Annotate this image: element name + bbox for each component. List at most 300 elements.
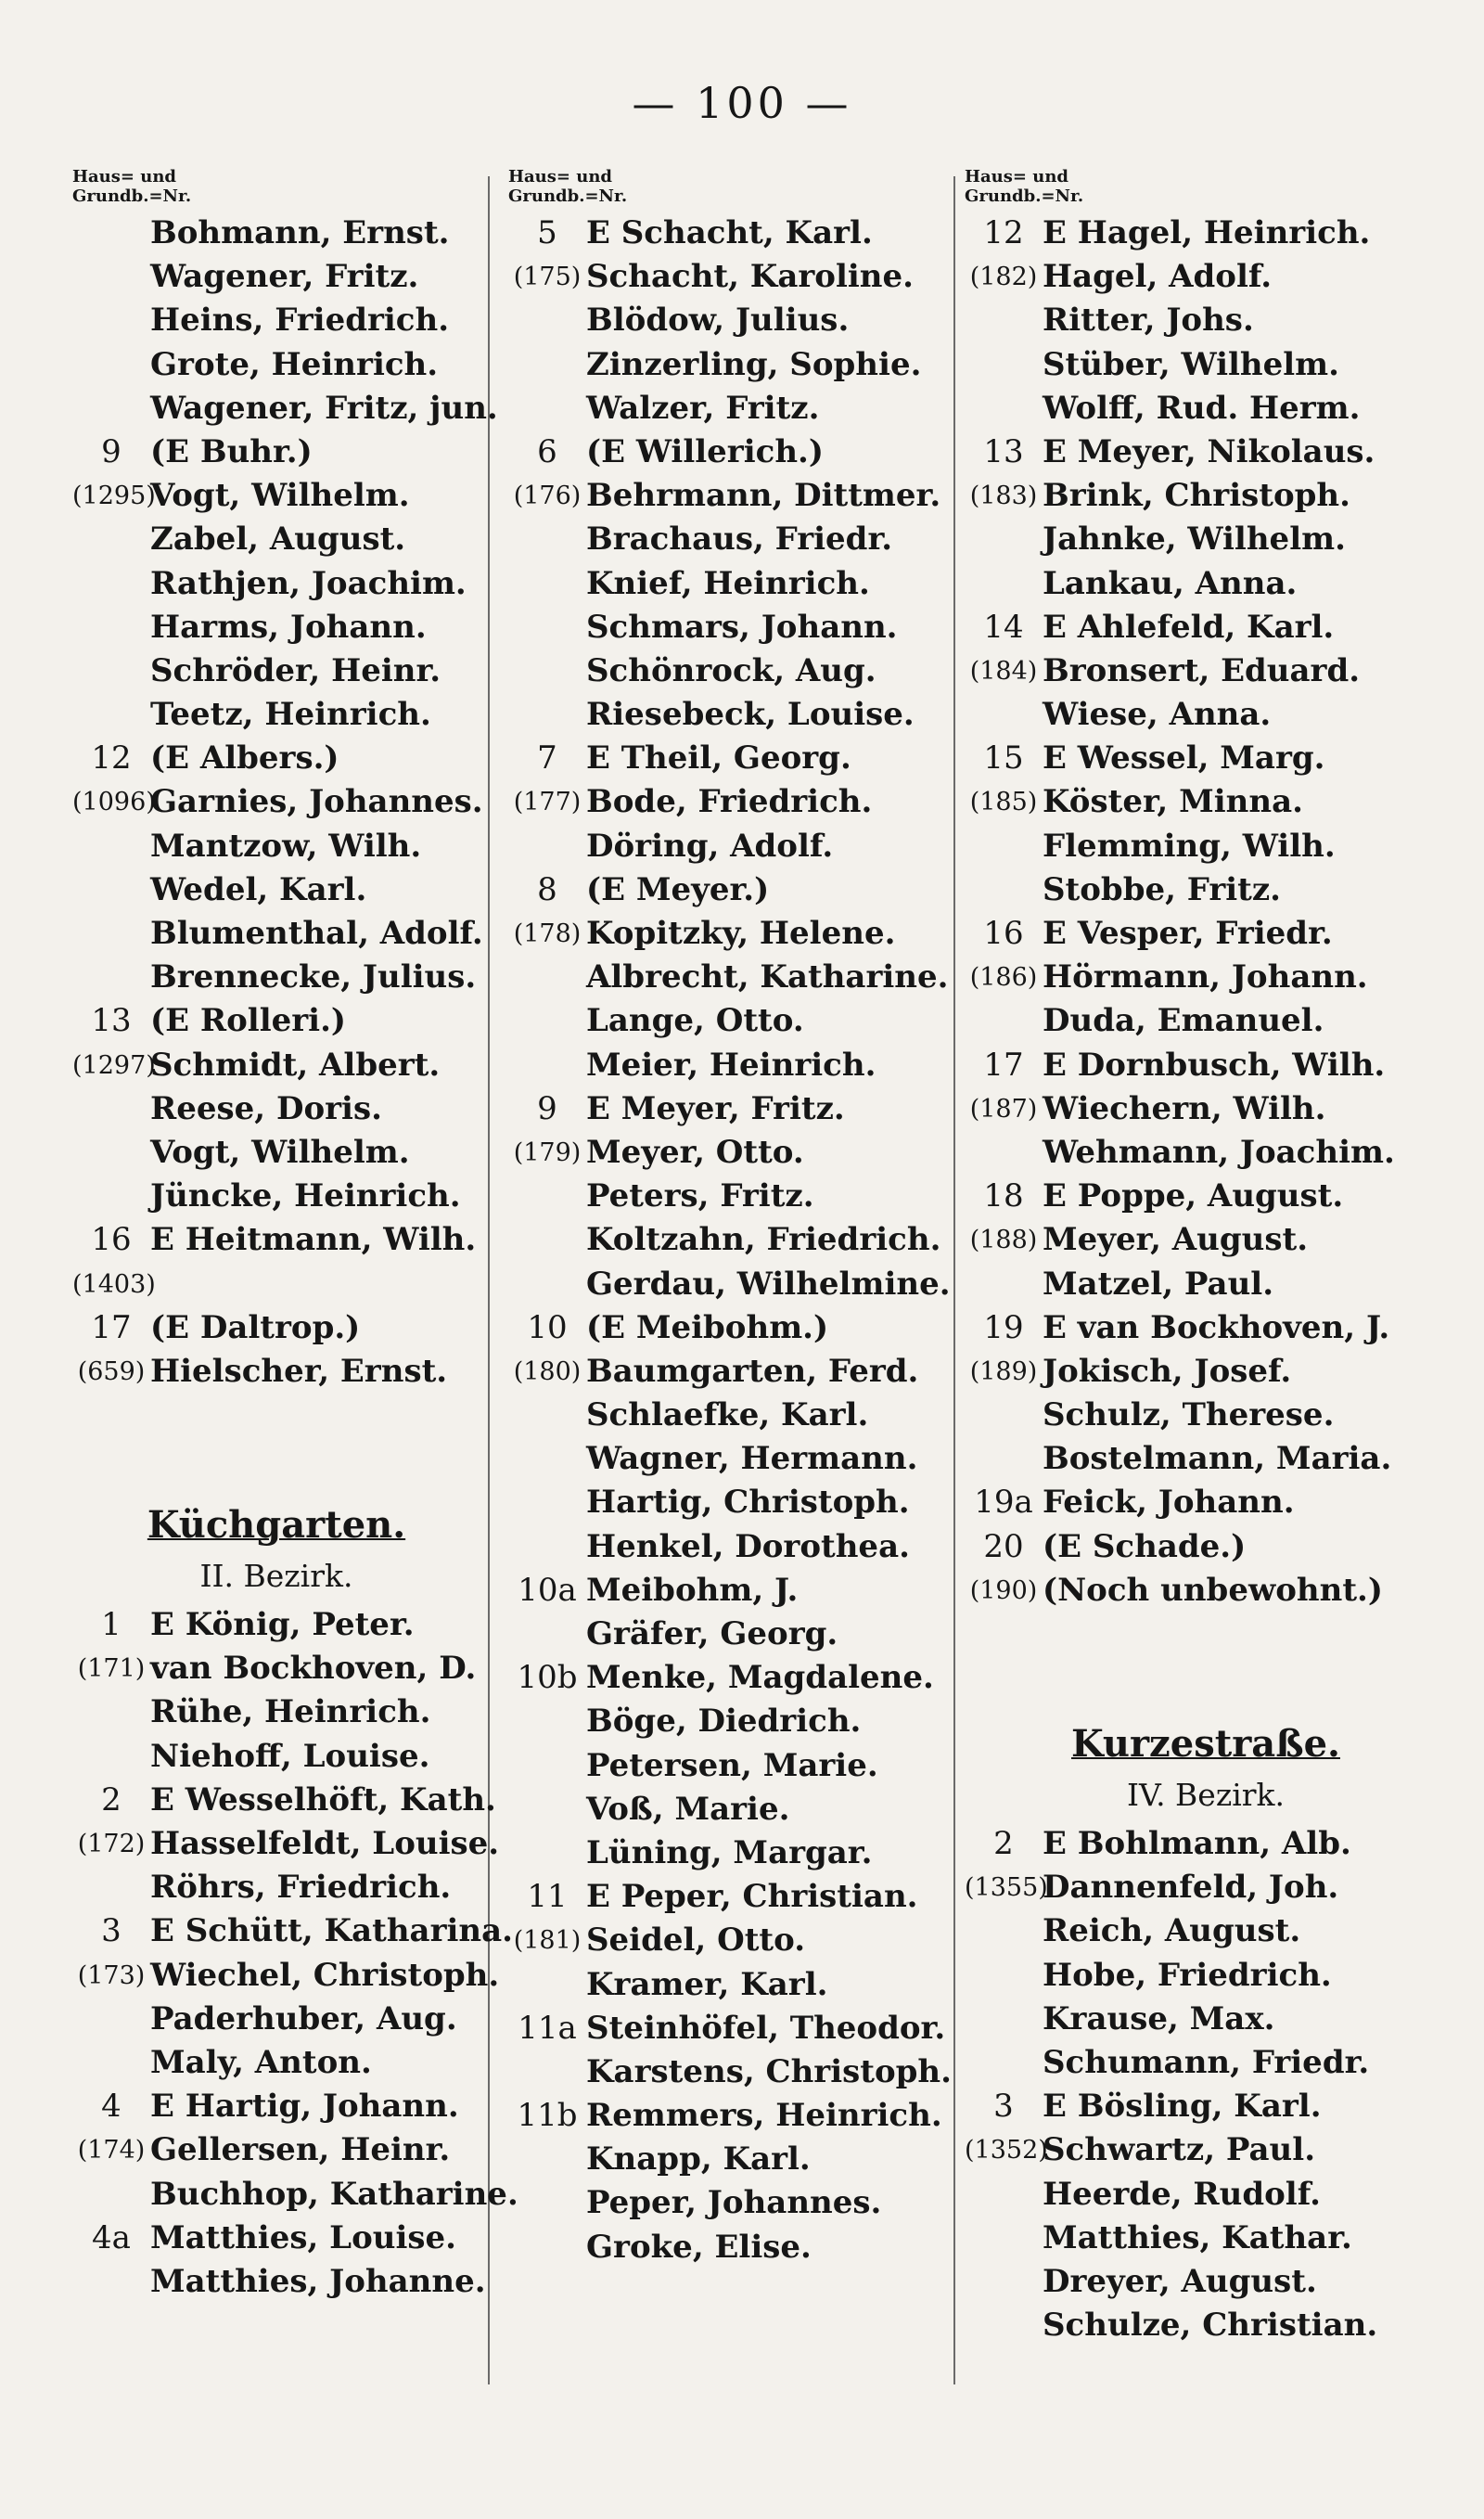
- address-entry: [508, 474, 944, 518]
- address-entry: [72, 912, 483, 956]
- resident-name: Voß, Marie.: [586, 1790, 790, 1828]
- resident-name: Köster, Minna.: [1043, 783, 1303, 821]
- resident-name: Schacht, Karoline.: [586, 258, 914, 296]
- resident-name: E Poppe, August.: [1043, 1177, 1344, 1215]
- resident-name: Grote, Heinrich.: [150, 345, 439, 383]
- address-entry: [72, 212, 480, 255]
- house-number: [508, 299, 586, 342]
- resident-name: E Vesper, Friedr.: [1043, 915, 1333, 952]
- resident-name: Blödow, Julius.: [586, 302, 850, 340]
- resident-name: Meyer, August.: [1043, 1221, 1309, 1259]
- resident-name: Jokisch, Josef.: [1043, 1352, 1292, 1390]
- address-entry: [508, 1087, 944, 1131]
- house-number: [72, 1087, 150, 1131]
- house-number: [508, 343, 586, 387]
- house-number: [508, 1175, 586, 1218]
- resident-name: Peper, Johannes.: [586, 2184, 882, 2222]
- address-entry: [508, 343, 944, 387]
- house-number: [508, 1044, 586, 1087]
- column-left: [72, 167, 518, 2304]
- resident-name: Meibohm, J.: [586, 1571, 799, 1609]
- address-entry: [508, 1831, 944, 1875]
- house-number: 16: [91, 1221, 132, 1259]
- address-entry: [508, 1350, 944, 1394]
- address-entry: [508, 649, 944, 693]
- house-number: [965, 2217, 1043, 2260]
- resident-name: E König, Peter.: [150, 1606, 415, 1644]
- resident-name: Bostelmann, Maria.: [1043, 1440, 1392, 1478]
- resident-name: Kramer, Karl.: [586, 1965, 828, 2003]
- resident-name: Buchhop, Katharine.: [150, 2175, 518, 2213]
- house-number: [965, 2173, 1043, 2217]
- resident-name: E Wessel, Marg.: [1043, 739, 1325, 778]
- resident-name: Lankau, Anna.: [1043, 564, 1298, 602]
- district-label: IV. Bezirk.: [1126, 1777, 1286, 1813]
- address-entry: [72, 1218, 480, 1262]
- resident-name: Schlaefke, Karl.: [586, 1396, 869, 1434]
- address-entry: [508, 1963, 944, 2007]
- address-entry: [72, 518, 480, 561]
- house-number: 1: [101, 1606, 122, 1644]
- resident-name: E Wesselhöft, Kath.: [150, 1780, 496, 1819]
- resident-name: Schulze, Christian.: [1043, 2307, 1378, 2345]
- address-entry: [965, 474, 1447, 518]
- resident-name: E Ahlefeld, Karl.: [1043, 608, 1335, 646]
- address-entry: [965, 956, 1447, 999]
- resident-name: Menke, Magdalene.: [586, 1659, 934, 1697]
- address-entry: [508, 1263, 951, 1306]
- resident-name: E Peper, Christian.: [586, 1878, 918, 1916]
- address-entry: [965, 212, 1447, 255]
- address-entry: [72, 299, 480, 342]
- house-number: [72, 1998, 150, 2041]
- house-number: [508, 2050, 586, 2094]
- house-number: [965, 999, 1043, 1043]
- resident-name: Lange, Otto.: [586, 1002, 804, 1040]
- page-number: — 100 —: [632, 78, 852, 128]
- resident-name: Feick, Johann.: [1043, 1484, 1295, 1522]
- house-number: [72, 212, 150, 255]
- resident-name: Bohmann, Ernst.: [150, 214, 450, 251]
- resident-name: Albrecht, Katharine.: [586, 958, 949, 996]
- house-number: 9: [537, 1089, 557, 1127]
- address-entry: [72, 868, 480, 912]
- address-entry: [965, 868, 1447, 912]
- address-entry: [508, 912, 944, 956]
- house-number: [965, 1998, 1043, 2041]
- address-entry: [965, 255, 1447, 299]
- resident-name: Zinzerling, Sophie.: [586, 345, 922, 383]
- address-entry: [508, 387, 944, 431]
- address-entry: [508, 1131, 944, 1175]
- address-entry: [508, 1306, 944, 1350]
- resident-name: (E Schade.): [1043, 1527, 1247, 1565]
- resident-name: Karstens, Christoph.: [586, 2052, 952, 2090]
- house-number: [72, 2173, 150, 2217]
- address-entry: [508, 212, 944, 255]
- house-number: [72, 606, 150, 649]
- house-number: (181): [513, 1926, 582, 1956]
- address-entry: [72, 780, 483, 824]
- address-entry: [508, 2138, 944, 2181]
- resident-name: Heerde, Rudolf.: [1043, 2175, 1321, 2213]
- resident-name: Hartig, Christoph.: [586, 1484, 910, 1522]
- address-entry: [72, 562, 480, 606]
- column-header: [72, 167, 480, 206]
- address-entry: [965, 780, 1447, 824]
- address-entry: [508, 299, 944, 342]
- resident-name: Stüber, Wilhelm.: [1043, 345, 1339, 383]
- house-number: 7: [537, 739, 557, 778]
- house-number: 19: [983, 1308, 1024, 1346]
- resident-name: Schulz, Therese.: [1043, 1396, 1335, 1434]
- house-number: [508, 2138, 586, 2181]
- address-entry: [508, 1656, 944, 1700]
- resident-name: Wiechern, Wilh.: [1043, 1089, 1326, 1127]
- resident-name: Henkel, Dorothea.: [586, 1527, 910, 1565]
- address-entry: [965, 1437, 1447, 1481]
- address-entry: [72, 1998, 480, 2041]
- resident-name: (E Albers.): [150, 739, 339, 778]
- house-number: [965, 825, 1043, 868]
- address-entry: [965, 2041, 1447, 2085]
- address-entry: [72, 387, 498, 431]
- house-number: [508, 693, 586, 737]
- address-entry: [965, 1306, 1447, 1350]
- address-entry: [508, 868, 944, 912]
- address-entry: [965, 1350, 1447, 1394]
- resident-name: Jahnke, Wilhelm.: [1043, 521, 1346, 559]
- address-entry: [508, 2226, 944, 2269]
- resident-name: Niehoff, Louise.: [150, 1737, 430, 1775]
- address-entry: [508, 1875, 944, 1919]
- resident-name: Hörmann, Johann.: [1043, 958, 1368, 996]
- resident-name: Behrmann, Dittmer.: [586, 477, 941, 515]
- resident-name: Matzel, Paul.: [1043, 1265, 1274, 1303]
- address-entry: [965, 387, 1447, 431]
- resident-name: Harms, Johann.: [150, 608, 427, 646]
- resident-name: Bronsert, Eduard.: [1043, 651, 1361, 689]
- resident-name: (E Rolleri.): [150, 1002, 346, 1040]
- house-number: [72, 649, 150, 693]
- address-entry: [965, 1954, 1447, 1998]
- house-number: (1295): [72, 482, 156, 511]
- house-number: [508, 1525, 586, 1569]
- resident-name: Brink, Christoph.: [1043, 477, 1350, 515]
- house-number: 9: [101, 432, 122, 470]
- resident-name: Matthies, Johanne.: [150, 2262, 486, 2300]
- resident-name: Brachaus, Friedr.: [586, 521, 893, 559]
- address-entry: [965, 606, 1447, 649]
- house-number: [508, 1700, 586, 1743]
- house-number: [72, 343, 150, 387]
- address-entry: [72, 1647, 480, 1690]
- house-number: [508, 1394, 586, 1437]
- house-number: (175): [513, 263, 582, 292]
- address-entry: [508, 1218, 944, 1262]
- address-entry: [508, 1437, 944, 1481]
- house-number: (1096): [72, 788, 156, 817]
- resident-name: Petersen, Marie.: [586, 1746, 878, 1784]
- street-heading: Küchgarten.: [147, 1503, 406, 1548]
- house-number: [72, 693, 150, 737]
- resident-name: Brennecke, Julius.: [150, 958, 477, 996]
- house-number: [508, 1481, 586, 1524]
- house-number: [72, 1131, 150, 1175]
- address-entry: [508, 255, 944, 299]
- house-number: 12: [983, 214, 1024, 251]
- address-entry: [72, 2173, 518, 2217]
- address-entry: [508, 780, 944, 824]
- house-number: [72, 299, 150, 342]
- resident-name: Döring, Adolf.: [586, 827, 834, 865]
- resident-name: Böge, Diedrich.: [586, 1703, 862, 1741]
- house-number: (183): [969, 482, 1038, 511]
- address-entry: [508, 1044, 944, 1087]
- column-header-line2: Grundb.=Nr.: [508, 186, 628, 206]
- house-number: 2: [993, 1825, 1014, 1862]
- house-number: 5: [537, 214, 557, 251]
- house-number: (1352): [965, 2136, 1048, 2166]
- address-entry: [508, 956, 949, 999]
- address-entry: [508, 1613, 944, 1656]
- resident-name: E Meyer, Nikolaus.: [1043, 432, 1375, 470]
- house-number: (173): [77, 1960, 146, 1990]
- address-entry: [508, 2094, 944, 2138]
- house-number: 11: [527, 1878, 568, 1916]
- resident-name: Reich, August.: [1043, 1912, 1301, 1950]
- house-number: [508, 649, 586, 693]
- address-entry: [965, 2128, 1447, 2172]
- house-number: 14: [983, 608, 1024, 646]
- entry-list: [965, 1822, 1447, 2347]
- address-entry: [508, 606, 944, 649]
- house-number: [508, 1831, 586, 1875]
- address-entry: [965, 562, 1447, 606]
- address-entry: [72, 2128, 480, 2172]
- house-number: [72, 1690, 150, 1734]
- address-entry: [508, 1175, 944, 1218]
- house-number: (171): [77, 1654, 146, 1684]
- resident-name: Meier, Heinrich.: [586, 1046, 876, 1084]
- resident-name: Kopitzky, Helene.: [586, 915, 896, 952]
- resident-name: (E Meibohm.): [586, 1308, 829, 1346]
- house-number: [508, 956, 586, 999]
- house-number: 8: [537, 870, 557, 908]
- entry-list: [965, 212, 1447, 1613]
- resident-name: Wolff, Rud. Herm.: [1043, 389, 1361, 427]
- address-entry: [72, 1735, 480, 1779]
- resident-name: Remmers, Heinrich.: [586, 2097, 942, 2135]
- house-number: [965, 2041, 1043, 2085]
- street-heading: Kurzestraße.: [1071, 1722, 1340, 1766]
- resident-name: Walzer, Fritz.: [586, 389, 820, 427]
- address-entry: [508, 2181, 944, 2225]
- address-entry: [508, 999, 944, 1043]
- column-divider-right: [953, 176, 955, 2384]
- resident-name: Rühe, Heinrich.: [150, 1693, 431, 1731]
- house-number: [965, 2304, 1043, 2347]
- resident-name: Jüncke, Heinrich.: [150, 1177, 461, 1215]
- address-entry: [965, 912, 1447, 956]
- house-number: (1355): [965, 1873, 1048, 1903]
- resident-name: Dannenfeld, Joh.: [1043, 1869, 1339, 1907]
- house-number: [508, 1613, 586, 1656]
- resident-name: Wiechel, Christoph.: [150, 1956, 500, 1994]
- resident-name: Duda, Emanuel.: [1043, 1002, 1324, 1040]
- resident-name: E Bohlmann, Alb.: [1043, 1825, 1351, 1862]
- resident-name: E Dornbusch, Wilh.: [1043, 1046, 1386, 1084]
- house-number: [72, 2041, 150, 2085]
- house-number: 2: [101, 1780, 122, 1819]
- resident-name: Schröder, Heinr.: [150, 651, 441, 689]
- address-entry: [72, 999, 480, 1043]
- column-header: [508, 167, 944, 206]
- resident-name: Vogt, Wilhelm.: [150, 477, 410, 515]
- address-entry: [72, 1603, 480, 1647]
- house-number: [72, 387, 150, 431]
- address-entry: [965, 1131, 1447, 1175]
- house-number: (187): [969, 1094, 1038, 1124]
- address-entry: [508, 693, 944, 737]
- resident-name: Schmidt, Albert.: [150, 1046, 441, 1084]
- address-entry: [508, 1700, 944, 1743]
- house-number: [965, 1909, 1043, 1953]
- address-entry: [508, 1788, 944, 1831]
- resident-name: E Heitmann, Wilh.: [150, 1221, 477, 1259]
- address-entry: [965, 2217, 1447, 2260]
- address-entry: [965, 1822, 1447, 1866]
- resident-name: (E Daltrop.): [150, 1308, 361, 1346]
- address-entry: [965, 2304, 1447, 2347]
- address-entry: [965, 1998, 1447, 2041]
- resident-name: Blumenthal, Adolf.: [150, 915, 483, 952]
- resident-name: Paderhuber, Aug.: [150, 1999, 457, 2037]
- address-entry: [508, 2007, 944, 2050]
- resident-name: E Theil, Georg.: [586, 739, 851, 778]
- resident-name: Wagner, Hermann.: [586, 1440, 918, 1478]
- house-number: [72, 1175, 150, 1218]
- resident-name: Koltzahn, Friedrich.: [586, 1221, 941, 1259]
- house-number: (190): [969, 1575, 1038, 1605]
- house-number: 16: [983, 915, 1024, 952]
- entry-list: [72, 212, 498, 1394]
- resident-name: E van Bockhoven, J.: [1043, 1308, 1390, 1346]
- resident-name: Matthies, Kathar.: [1043, 2218, 1352, 2256]
- house-number: [508, 1437, 586, 1481]
- resident-name: (E Meyer.): [586, 870, 770, 908]
- address-entry: [72, 2260, 486, 2304]
- house-number: [508, 518, 586, 561]
- house-number: [965, 1394, 1043, 1437]
- house-number: [508, 999, 586, 1043]
- resident-name: E Meyer, Fritz.: [586, 1089, 845, 1127]
- resident-name: Schönrock, Aug.: [586, 651, 876, 689]
- address-entry: [72, 1306, 480, 1350]
- address-entry: [72, 649, 480, 693]
- house-number: [508, 1788, 586, 1831]
- house-number: [72, 825, 150, 868]
- house-number: (178): [513, 919, 582, 948]
- house-number: 20: [983, 1527, 1024, 1565]
- house-number: 3: [101, 1912, 122, 1950]
- address-entry: [965, 2085, 1447, 2128]
- house-number: [508, 562, 586, 606]
- house-number: (179): [513, 1137, 582, 1167]
- address-entry: [72, 1087, 480, 1131]
- address-entry: [72, 737, 480, 780]
- address-entry: [965, 431, 1447, 474]
- resident-name: Wagener, Fritz.: [150, 258, 419, 296]
- resident-name: E Bösling, Karl.: [1043, 2088, 1322, 2126]
- resident-name: Gräfer, Georg.: [586, 1615, 838, 1652]
- address-entry: [965, 1525, 1447, 1569]
- column-header: [965, 167, 1447, 206]
- house-number: [965, 1263, 1043, 1306]
- house-number: 6: [537, 432, 557, 470]
- house-number: 3: [993, 2088, 1014, 2126]
- resident-name: Bode, Friedrich.: [586, 783, 873, 821]
- address-entry: [965, 1263, 1447, 1306]
- house-number: [508, 2226, 586, 2269]
- resident-name: (E Buhr.): [150, 432, 313, 470]
- resident-name: Matthies, Louise.: [150, 2218, 456, 2256]
- address-entry: [72, 474, 480, 518]
- house-number: [72, 518, 150, 561]
- address-entry: [72, 2085, 480, 2128]
- house-number: (172): [77, 1830, 146, 1858]
- resident-name: Baumgarten, Ferd.: [586, 1352, 919, 1390]
- house-number: (186): [969, 963, 1038, 993]
- address-entry: [72, 1131, 480, 1175]
- house-number: (1297): [72, 1050, 156, 1080]
- resident-name: Schmars, Johann.: [586, 608, 898, 646]
- resident-name: van Bockhoven, D.: [150, 1650, 477, 1688]
- address-entry: [965, 1087, 1447, 1131]
- house-number: 13: [91, 1002, 132, 1040]
- address-entry: [72, 1350, 480, 1394]
- resident-name: Steinhöfel, Theodor.: [586, 2009, 946, 2047]
- house-number: 11b: [517, 2097, 578, 2135]
- resident-name: Teetz, Heinrich.: [150, 696, 431, 734]
- house-number: 12: [91, 739, 132, 778]
- house-number: [508, 2181, 586, 2225]
- resident-name: Schwartz, Paul.: [1043, 2131, 1316, 2169]
- address-entry: [965, 1044, 1447, 1087]
- house-number: (182): [969, 263, 1038, 292]
- address-entry: [508, 2050, 952, 2094]
- address-entry: [965, 2260, 1447, 2304]
- resident-name: Garnies, Johannes.: [150, 783, 483, 821]
- resident-name: (E Willerich.): [586, 432, 824, 470]
- address-entry: [72, 343, 480, 387]
- resident-name: Schumann, Friedr.: [1043, 2043, 1370, 2081]
- resident-name: Gerdau, Wilhelmine.: [586, 1265, 951, 1303]
- address-entry: [965, 518, 1447, 561]
- address-entry: [965, 1866, 1447, 1909]
- address-entry: [72, 1690, 480, 1734]
- address-entry: [72, 1866, 480, 1909]
- resident-name: Seidel, Otto.: [586, 1921, 806, 1960]
- house-number: [508, 1963, 586, 2007]
- address-entry: [508, 1919, 944, 1962]
- resident-name: Wehmann, Joachim.: [1043, 1133, 1395, 1171]
- resident-name: Gellersen, Heinr.: [150, 2131, 451, 2169]
- resident-name: Peters, Fritz.: [586, 1177, 814, 1215]
- house-number: [965, 387, 1043, 431]
- house-number: 15: [983, 739, 1024, 778]
- house-number: [965, 299, 1043, 342]
